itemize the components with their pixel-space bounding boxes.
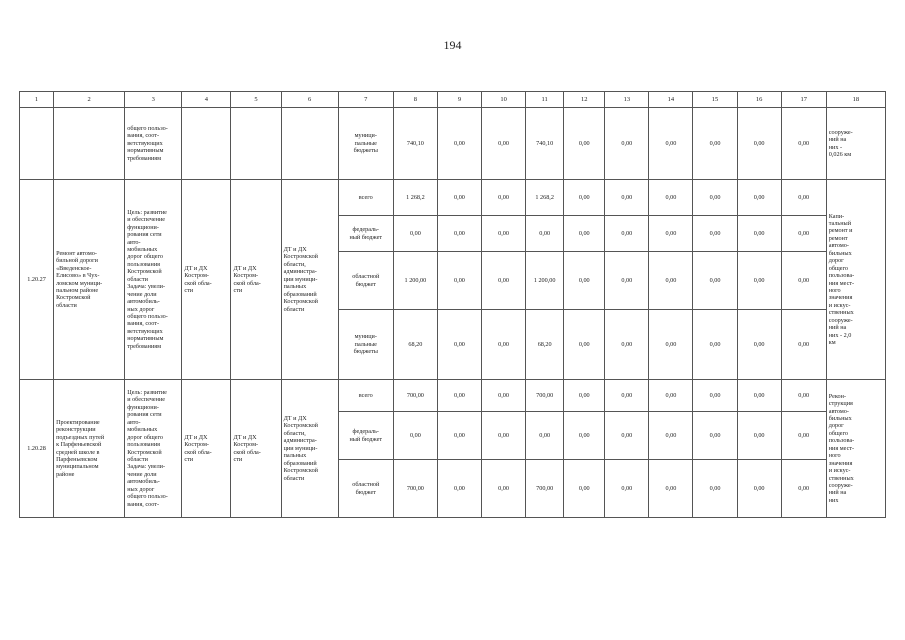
value-cell-15: 0,00 [693, 380, 737, 412]
continuation-row [20, 108, 886, 180]
value-cell-17: 0,00 [781, 216, 826, 252]
value-cell-9: 0,00 [437, 180, 481, 216]
header-cell-14: 14 [649, 92, 693, 108]
value-cell-14: 0,00 [649, 412, 693, 460]
value-cell-10: 0,00 [482, 252, 526, 310]
value-cell-16: 0,00 [737, 252, 781, 310]
value-cell-10: 0,00 [482, 412, 526, 460]
value-cell-13: 0,00 [605, 108, 649, 180]
source-cell: муници- пальные бюджеты [338, 108, 393, 180]
value-cell-10: 0,00 [482, 180, 526, 216]
value-cell-17: 0,00 [781, 310, 826, 380]
value-cell-16: 0,00 [737, 180, 781, 216]
value-cell-9: 0,00 [437, 216, 481, 252]
source-cell: федераль- ный бюджет [338, 216, 393, 252]
value-cell-9: 0,00 [437, 380, 481, 412]
table-row [20, 380, 886, 412]
header-cell-1: 1 [20, 92, 54, 108]
value-cell-13: 0,00 [605, 460, 649, 518]
value-cell-9: 0,00 [437, 310, 481, 380]
value-cell-15: 0,00 [693, 310, 737, 380]
source-cell: всего [338, 180, 393, 216]
value-cell-15: 0,00 [693, 460, 737, 518]
value-cell-13: 0,00 [605, 310, 649, 380]
col6-cell: ДТ и ДХ Костромской области, администра- ции муници- пальных образований Костромской области [281, 180, 338, 380]
page-number: 194 [443, 38, 462, 52]
value-cell-15: 0,00 [693, 216, 737, 252]
value-cell-12: 0,00 [564, 216, 605, 252]
col4-cell: ДТ и ДХ Костром- ской обла- сти [182, 380, 231, 518]
value-cell-14: 0,00 [649, 180, 693, 216]
value-cell-11: 68,20 [526, 310, 564, 380]
goal-cell: Цель: развитие и обеспечение функциони- рования сети авто- мобильных дорог общего пользования Костромской области Задача: увели- чение доли автомобиль- ных дорог общего пользо- вания, соот- [125, 380, 182, 518]
value-cell-17: 0,00 [781, 180, 826, 216]
value-cell-12: 0,00 [564, 380, 605, 412]
header-cell-4: 4 [182, 92, 231, 108]
header-cell-6: 6 [281, 92, 338, 108]
header-cell-9: 9 [437, 92, 481, 108]
header-cell-17: 17 [781, 92, 826, 108]
col5-cell [231, 108, 281, 180]
header-cell-8: 8 [393, 92, 437, 108]
value-cell-11: 700,00 [526, 460, 564, 518]
value-cell-11: 1 200,00 [526, 252, 564, 310]
value-cell-8: 700,00 [393, 380, 437, 412]
value-cell-11: 0,00 [526, 216, 564, 252]
value-cell-13: 0,00 [605, 216, 649, 252]
source-cell: областной бюджет [338, 460, 393, 518]
value-cell-13: 0,00 [605, 412, 649, 460]
goal-cell: общего пользо- вания, соот- ветствующих нормативным требованиям [125, 108, 182, 180]
goal-cell: Цель: развитие и обеспечение функциони- рования сети авто- мобильных дорог общего пользования Костромской области Задача: увели- чение доли автомобиль- ных дорог общего пользо- вания, соот- ветствующих нормативным требованиям [125, 180, 182, 380]
col4-cell: ДТ и ДХ Костром- ской обла- сти [182, 180, 231, 380]
value-cell-16: 0,00 [737, 310, 781, 380]
header-cell-3: 3 [125, 92, 182, 108]
value-cell-14: 0,00 [649, 310, 693, 380]
value-cell-10: 0,00 [482, 216, 526, 252]
value-cell-10: 0,00 [482, 380, 526, 412]
col5-cell: ДТ и ДХ Костром- ской обла- сти [231, 180, 281, 380]
value-cell-8: 740,10 [393, 108, 437, 180]
header-cell-5: 5 [231, 92, 281, 108]
value-cell-9: 0,00 [437, 108, 481, 180]
value-cell-8: 0,00 [393, 216, 437, 252]
value-cell-11: 0,00 [526, 412, 564, 460]
value-cell-16: 0,00 [737, 108, 781, 180]
col6-cell: ДТ и ДХ Костромской области, администра- ции муници- пальных образований Костромской области [281, 380, 338, 518]
header-cell-16: 16 [737, 92, 781, 108]
value-cell-12: 0,00 [564, 180, 605, 216]
value-cell-10: 0,00 [482, 310, 526, 380]
value-cell-9: 0,00 [437, 412, 481, 460]
value-cell-11: 1 268,2 [526, 180, 564, 216]
value-cell-14: 0,00 [649, 216, 693, 252]
value-cell-8: 1 268,2 [393, 180, 437, 216]
header-cell-12: 12 [564, 92, 605, 108]
result-cell: Рекон- струкция автомо- бильных дорог общего пользова- ния мест- ного значения и искус- ственных сооруже- ний на них [826, 380, 885, 518]
value-cell-12: 0,00 [564, 460, 605, 518]
header-cell-7: 7 [338, 92, 393, 108]
table-row [20, 180, 886, 216]
value-cell-11: 700,00 [526, 380, 564, 412]
value-cell-16: 0,00 [737, 380, 781, 412]
value-cell-10: 0,00 [482, 108, 526, 180]
value-cell-15: 0,00 [693, 412, 737, 460]
value-cell-13: 0,00 [605, 252, 649, 310]
value-cell-8: 0,00 [393, 412, 437, 460]
value-cell-11: 740,10 [526, 108, 564, 180]
value-cell-15: 0,00 [693, 252, 737, 310]
value-cell-9: 0,00 [437, 252, 481, 310]
header-cell-2: 2 [54, 92, 125, 108]
value-cell-17: 0,00 [781, 412, 826, 460]
source-cell: федераль- ный бюджет [338, 412, 393, 460]
source-cell: муници- пальные бюджеты [338, 310, 393, 380]
value-cell-10: 0,00 [482, 460, 526, 518]
value-cell-8: 1 200,00 [393, 252, 437, 310]
col5-cell: ДТ и ДХ Костром- ской обла- сти [231, 380, 281, 518]
header-cell-11: 11 [526, 92, 564, 108]
value-cell-9: 0,00 [437, 460, 481, 518]
header-cell-18: 18 [826, 92, 885, 108]
source-cell: областной бюджет [338, 252, 393, 310]
value-cell-14: 0,00 [649, 252, 693, 310]
value-cell-14: 0,00 [649, 460, 693, 518]
value-cell-8: 700,00 [393, 460, 437, 518]
value-cell-15: 0,00 [693, 180, 737, 216]
value-cell-17: 0,00 [781, 252, 826, 310]
value-cell-14: 0,00 [649, 108, 693, 180]
result-cell: Капи- тальный ремонт и ремонт автомо- бильных дорог общего пользова- ния мест- ного значения и искус- ственных сооруже- ний на них - 2,0 км [826, 180, 885, 380]
value-cell-15: 0,00 [693, 108, 737, 180]
header-cell-15: 15 [693, 92, 737, 108]
value-cell-12: 0,00 [564, 252, 605, 310]
value-cell-16: 0,00 [737, 216, 781, 252]
entry-name-cell: Ремонт автомо- бильной дороги «Введенское- Елисово» в Чух- ломском муници- пальном районе Костромской области [54, 180, 125, 380]
value-cell-16: 0,00 [737, 460, 781, 518]
value-cell-13: 0,00 [605, 380, 649, 412]
value-cell-8: 68,20 [393, 310, 437, 380]
header-row [20, 92, 886, 108]
header-cell-13: 13 [605, 92, 649, 108]
value-cell-14: 0,00 [649, 380, 693, 412]
header-cell-10: 10 [482, 92, 526, 108]
value-cell-17: 0,00 [781, 108, 826, 180]
entry-number-cell [20, 108, 54, 180]
entry-number-cell: 1.20.27 [20, 180, 54, 380]
source-cell: всего [338, 380, 393, 412]
result-cell: сооруже- ний на них - 0,026 км [826, 108, 885, 180]
value-cell-16: 0,00 [737, 412, 781, 460]
value-cell-17: 0,00 [781, 460, 826, 518]
entry-name-cell [54, 108, 125, 180]
program-table [19, 91, 886, 518]
value-cell-12: 0,00 [564, 108, 605, 180]
entry-number-cell: 1.20.28 [20, 380, 54, 518]
col4-cell [182, 108, 231, 180]
value-cell-13: 0,00 [605, 180, 649, 216]
entry-name-cell: Проектирование реконструкции подъездных путей к Парфеньевской средней школе в Парфеньевском муниципальном районе [54, 380, 125, 518]
col6-cell [281, 108, 338, 180]
value-cell-12: 0,00 [564, 310, 605, 380]
value-cell-12: 0,00 [564, 412, 605, 460]
value-cell-17: 0,00 [781, 380, 826, 412]
